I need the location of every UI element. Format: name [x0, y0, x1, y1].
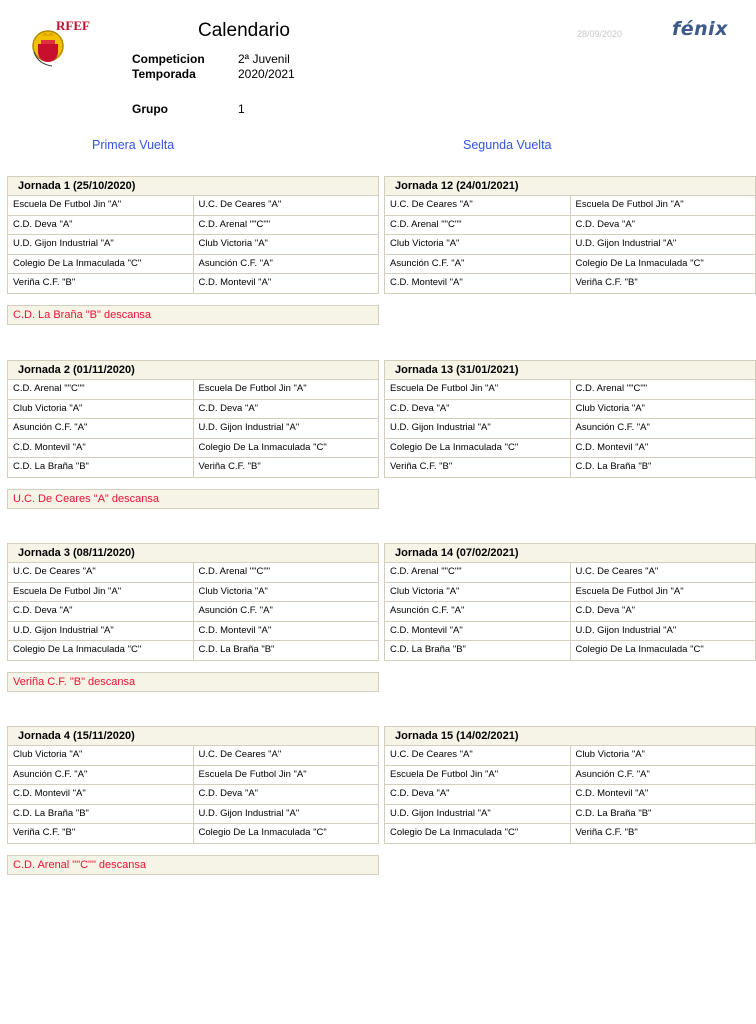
competicion-label: Competicion [132, 52, 205, 66]
away-team: Veriña C.F. "B" [571, 274, 756, 294]
match-row [7, 196, 379, 216]
away-team: U.C. De Ceares "A" [194, 196, 380, 216]
primera-vuelta-link[interactable]: Primera Vuelta [92, 138, 175, 152]
match-row [384, 602, 756, 622]
home-team: U.C. De Ceares "A" [384, 196, 571, 216]
away-team: Veriña C.F. "B" [571, 824, 756, 844]
away-team: C.D. Deva "A" [194, 400, 380, 420]
away-team: C.D. Montevil "A" [194, 274, 380, 294]
jornada-block-segunda [384, 176, 756, 294]
away-team: C.D. Montevil "A" [194, 622, 380, 642]
home-team: Colegio De La Inmaculada "C" [384, 824, 571, 844]
home-team: Veriña C.F. "B" [7, 274, 194, 294]
home-team: C.D. Montevil "A" [7, 785, 194, 805]
away-team: Club Victoria "A" [194, 235, 380, 255]
away-team: Colegio De La Inmaculada "C" [194, 824, 380, 844]
match-row [384, 196, 756, 216]
away-team: U.D. Gijon Industrial "A" [571, 622, 756, 642]
match-row [384, 622, 756, 642]
away-team: Club Victoria "A" [571, 400, 756, 420]
match-row [7, 824, 379, 844]
jornada-block-segunda [384, 543, 756, 661]
home-team: Escuela De Futbol Jin "A" [7, 196, 194, 216]
home-team: C.D. Arenal ""C"" [384, 216, 571, 236]
away-team: C.D. Montevil "A" [571, 439, 756, 459]
match-row [7, 583, 379, 603]
home-team: Club Victoria "A" [7, 400, 194, 420]
jornada-block-primera [7, 726, 379, 844]
home-team: Escuela De Futbol Jin "A" [7, 583, 194, 603]
jornada-title: Jornada 2 (01/11/2020) [7, 360, 379, 380]
home-team: U.D. Gijon Industrial "A" [7, 622, 194, 642]
home-team: C.D. La Braña "B" [7, 805, 194, 825]
home-team: C.D. La Braña "B" [384, 641, 571, 661]
match-row [384, 641, 756, 661]
match-row [7, 602, 379, 622]
grupo-label: Grupo [132, 102, 168, 116]
match-row [7, 458, 379, 478]
away-team: C.D. Montevil "A" [571, 785, 756, 805]
jornada-title: Jornada 14 (07/02/2021) [384, 543, 756, 563]
match-row [384, 766, 756, 786]
jornada-block-segunda [384, 726, 756, 844]
away-team: Asunción C.F. "A" [194, 255, 380, 275]
away-team: C.D. La Braña "B" [571, 805, 756, 825]
home-team: C.D. Montevil "A" [384, 622, 571, 642]
rfef-logo [26, 16, 90, 72]
home-team: U.D. Gijon Industrial "A" [384, 805, 571, 825]
match-row [384, 400, 756, 420]
segunda-vuelta-link[interactable]: Segunda Vuelta [463, 138, 552, 152]
home-team: Asunción C.F. "A" [384, 255, 571, 275]
away-team: Escuela De Futbol Jin "A" [194, 380, 380, 400]
away-team: U.D. Gijon Industrial "A" [194, 419, 380, 439]
descansa-note: U.C. De Ceares "A" descansa [7, 489, 379, 509]
away-team: Asunción C.F. "A" [571, 766, 756, 786]
away-team: U.C. De Ceares "A" [571, 563, 756, 583]
home-team: Veriña C.F. "B" [384, 458, 571, 478]
jornada-title: Jornada 4 (15/11/2020) [7, 726, 379, 746]
home-team: C.D. Montevil "A" [7, 439, 194, 459]
match-row [7, 255, 379, 275]
competicion-value: 2ª Juvenil [238, 52, 290, 66]
home-team: Asunción C.F. "A" [7, 766, 194, 786]
home-team: C.D. Montevil "A" [384, 274, 571, 294]
jornada-title: Jornada 15 (14/02/2021) [384, 726, 756, 746]
match-row [7, 400, 379, 420]
jornada-block-primera [7, 176, 379, 294]
home-team: Club Victoria "A" [384, 235, 571, 255]
away-team: C.D. La Braña "B" [194, 641, 380, 661]
match-row [384, 439, 756, 459]
descansa-note: C.D. La Braña "B" descansa [7, 305, 379, 325]
match-row [7, 419, 379, 439]
home-team: U.C. De Ceares "A" [384, 746, 571, 766]
match-row [7, 766, 379, 786]
home-team: Colegio De La Inmaculada "C" [7, 641, 194, 661]
jornada-block-primera [7, 360, 379, 478]
temporada-label: Temporada [132, 67, 196, 81]
page-title: Calendario [198, 20, 290, 41]
match-row [7, 641, 379, 661]
jornada-title: Jornada 12 (24/01/2021) [384, 176, 756, 196]
away-team: Asunción C.F. "A" [571, 419, 756, 439]
match-row [7, 563, 379, 583]
home-team: C.D. Deva "A" [384, 785, 571, 805]
away-team: U.D. Gijon Industrial "A" [194, 805, 380, 825]
match-row [7, 380, 379, 400]
home-team: U.D. Gijon Industrial "A" [384, 419, 571, 439]
descansa-note: Veriña C.F. "B" descansa [7, 672, 379, 692]
away-team: Colegio De La Inmaculada "C" [571, 255, 756, 275]
home-team: U.D. Gijon Industrial "A" [7, 235, 194, 255]
home-team: Colegio De La Inmaculada "C" [7, 255, 194, 275]
match-row [7, 805, 379, 825]
match-row [384, 274, 756, 294]
match-row [7, 439, 379, 459]
away-team: Escuela De Futbol Jin "A" [571, 196, 756, 216]
fenix-brand-logo: fénix [672, 18, 728, 40]
away-team: C.D. Arenal ""C"" [194, 563, 380, 583]
print-date: 28/09/2020 [577, 29, 623, 39]
away-team: Escuela De Futbol Jin "A" [571, 583, 756, 603]
match-row [384, 216, 756, 236]
descansa-note: C.D. Arenal ""C"" descansa [7, 855, 379, 875]
home-team: C.D. Deva "A" [384, 400, 571, 420]
match-row [384, 235, 756, 255]
away-team: Club Victoria "A" [194, 583, 380, 603]
match-row [384, 563, 756, 583]
match-row [384, 746, 756, 766]
home-team: C.D. Deva "A" [7, 216, 194, 236]
home-team: U.C. De Ceares "A" [7, 563, 194, 583]
away-team: U.C. De Ceares "A" [194, 746, 380, 766]
match-row [7, 274, 379, 294]
jornada-title: Jornada 1 (25/10/2020) [7, 176, 379, 196]
match-row [384, 419, 756, 439]
match-row [384, 785, 756, 805]
home-team: Colegio De La Inmaculada "C" [384, 439, 571, 459]
match-row [384, 380, 756, 400]
grupo-value: 1 [238, 102, 245, 116]
match-row [7, 785, 379, 805]
away-team: Veriña C.F. "B" [194, 458, 380, 478]
match-row [384, 255, 756, 275]
away-team: Colegio De La Inmaculada "C" [571, 641, 756, 661]
away-team: C.D. Deva "A" [571, 216, 756, 236]
away-team: Colegio De La Inmaculada "C" [194, 439, 380, 459]
home-team: Escuela De Futbol Jin "A" [384, 766, 571, 786]
jornada-title: Jornada 13 (31/01/2021) [384, 360, 756, 380]
home-team: Asunción C.F. "A" [384, 602, 571, 622]
home-team: C.D. Arenal ""C"" [7, 380, 194, 400]
match-row [384, 583, 756, 603]
match-row [7, 235, 379, 255]
home-team: Veriña C.F. "B" [7, 824, 194, 844]
match-row [384, 458, 756, 478]
match-row [7, 622, 379, 642]
home-team: Club Victoria "A" [384, 583, 571, 603]
match-row [384, 824, 756, 844]
home-team: Asunción C.F. "A" [7, 419, 194, 439]
temporada-value: 2020/2021 [238, 67, 295, 81]
away-team: C.D. Deva "A" [571, 602, 756, 622]
home-team: C.D. Arenal ""C"" [384, 563, 571, 583]
away-team: C.D. Deva "A" [194, 785, 380, 805]
away-team: Escuela De Futbol Jin "A" [194, 766, 380, 786]
away-team: Club Victoria "A" [571, 746, 756, 766]
jornada-block-primera [7, 543, 379, 661]
away-team: C.D. Arenal ""C"" [571, 380, 756, 400]
away-team: C.D. La Braña "B" [571, 458, 756, 478]
away-team: Asunción C.F. "A" [194, 602, 380, 622]
away-team: U.D. Gijon Industrial "A" [571, 235, 756, 255]
home-team: C.D. La Braña "B" [7, 458, 194, 478]
match-row [384, 805, 756, 825]
home-team: Club Victoria "A" [7, 746, 194, 766]
home-team: Escuela De Futbol Jin "A" [384, 380, 571, 400]
home-team: C.D. Deva "A" [7, 602, 194, 622]
match-row [7, 216, 379, 236]
match-row [7, 746, 379, 766]
away-team: C.D. Arenal ""C"" [194, 216, 380, 236]
jornada-title: Jornada 3 (08/11/2020) [7, 543, 379, 563]
jornada-block-segunda [384, 360, 756, 478]
svg-text:RFEF: RFEF [56, 18, 90, 33]
